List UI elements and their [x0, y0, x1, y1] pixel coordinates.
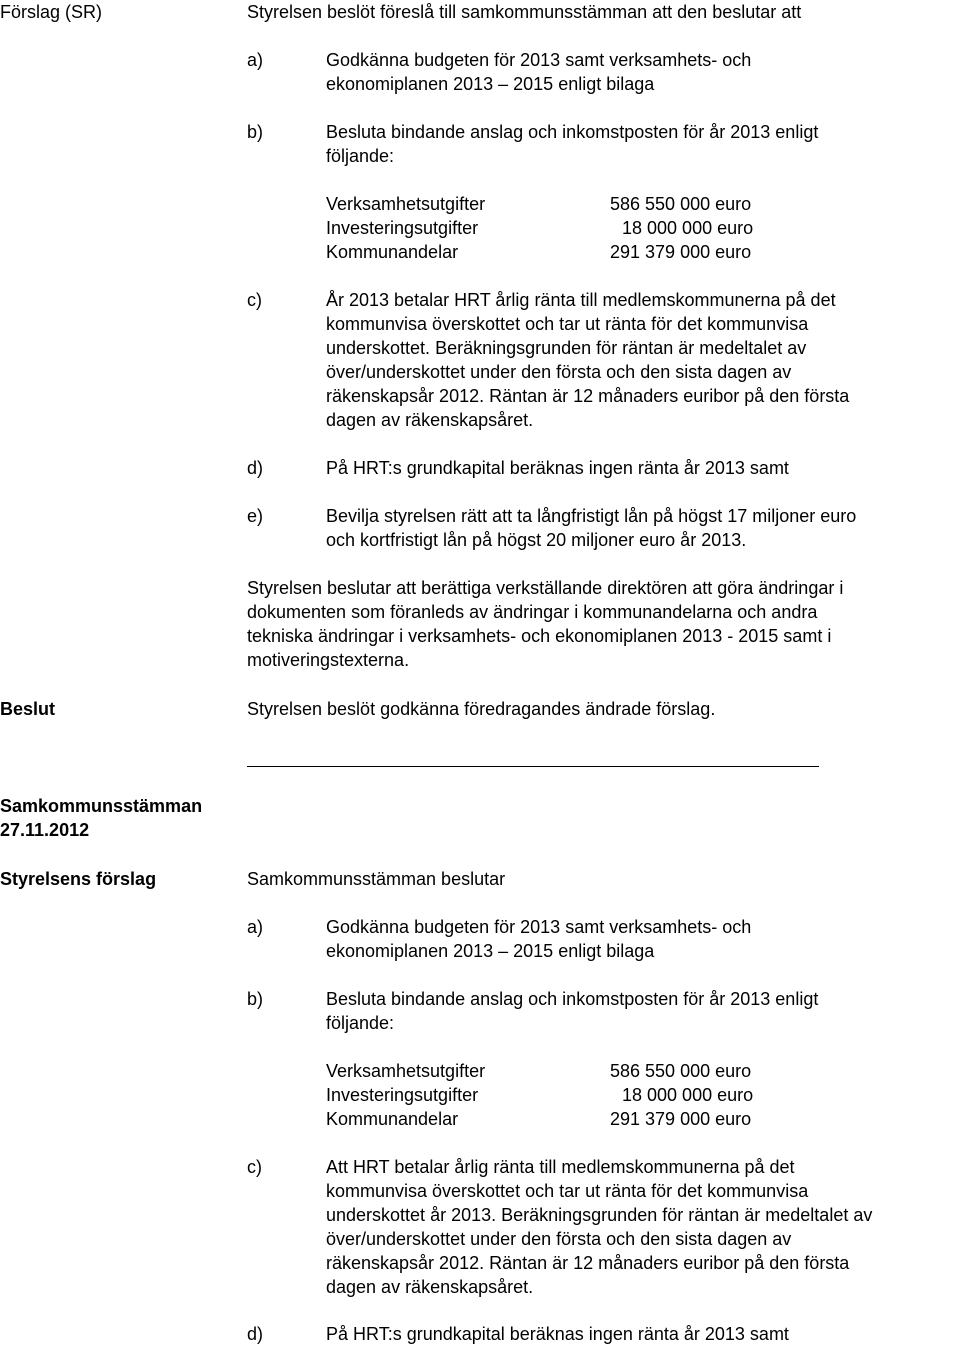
item-e-line: Bevilja styrelsen rätt att ta långfristigt lån på högst 17 miljoner euro [326, 506, 857, 526]
item-a-letter: a) [247, 50, 264, 70]
item-c-line: räkenskapsår 2012. Räntan är 12 månaders euribor på den första [326, 386, 850, 406]
item-c-line: dagen av räkenskapsåret. [326, 1277, 534, 1297]
item-a-line: Godkänna budgeten för 2013 samt verksamhets- och [326, 50, 752, 70]
item-b-line: följande: [326, 146, 395, 166]
item-c-line: underskottet. Beräkningsgrunden för räntan är medeltalet av [326, 338, 807, 358]
item-c-line: År 2013 betalar HRT årlig ränta till medlemskommunerna på det [326, 290, 836, 310]
budget-row-amount: 291 379 000 euro [610, 242, 752, 262]
budget-row-name: Kommunandelar [326, 242, 459, 262]
section-label-styrelsens-forslag: Styrelsens förslag [0, 869, 157, 889]
item-d-letter: d) [247, 1324, 264, 1344]
item-c-line: dagen av räkenskapsåret. [326, 410, 534, 430]
closing-paragraph-line: Styrelsen beslutar att berättiga verkställande direktören att göra ändringar i [247, 578, 844, 598]
item-c-line: över/underskottet under den första och den sista dagen av [326, 362, 792, 382]
budget-row-name: Investeringsutgifter [326, 218, 479, 238]
item-c-line: kommunvisa överskottet och tar ut ränta för det kommunvisa [326, 314, 809, 334]
item-b-line: Besluta bindande anslag och inkomstposten för år 2013 enligt [326, 122, 819, 142]
decision-text: Styrelsen beslöt godkänna föredragandes ändrade förslag. [247, 699, 716, 719]
item-a-line: Godkänna budgeten för 2013 samt verksamhets- och [326, 917, 752, 937]
item-a-line: ekonomiplanen 2013 – 2015 enligt bilaga [326, 74, 655, 94]
item-a-letter: a) [247, 917, 264, 937]
budget-row-name: Verksamhetsutgifter [326, 194, 486, 214]
closing-paragraph-line: dokumenten som föranleds av ändringar i kommunandelarna och andra [247, 602, 818, 622]
section-heading-samkommunsstamman: Samkommunsstämman [0, 796, 203, 816]
item-d-line: På HRT:s grundkapital beräknas ingen ränta år 2013 samt [326, 458, 789, 478]
budget-row-amount: 18 000 000 euro [622, 218, 754, 238]
budget-row-amount: 291 379 000 euro [610, 1109, 752, 1129]
item-d-line: På HRT:s grundkapital beräknas ingen ränta år 2013 samt [326, 1324, 789, 1344]
item-a-line: ekonomiplanen 2013 – 2015 enligt bilaga [326, 941, 655, 961]
item-b-letter: b) [247, 989, 264, 1009]
budget-row-amount: 586 550 000 euro [610, 194, 752, 214]
item-c-letter: c) [247, 290, 262, 310]
item-b-line: Besluta bindande anslag och inkomstposten för år 2013 enligt [326, 989, 819, 1009]
budget-row-amount: 18 000 000 euro [622, 1085, 754, 1105]
item-c-line: Att HRT betalar årlig ränta till medlemskommunerna på det [326, 1157, 795, 1177]
section-label-beslut: Beslut [0, 699, 56, 719]
item-b-line: följande: [326, 1013, 395, 1033]
item-e-letter: e) [247, 506, 264, 526]
item-e-line: och kortfristigt lån på högst 20 miljoner euro år 2013. [326, 530, 747, 550]
separator-line [247, 766, 819, 767]
budget-row-amount: 586 550 000 euro [610, 1061, 752, 1081]
item-c-line: räkenskapsår 2012. Räntan är 12 månaders euribor på den första [326, 1253, 850, 1273]
item-c-letter: c) [247, 1157, 262, 1177]
section2-intro: Samkommunsstämman beslutar [247, 869, 506, 889]
closing-paragraph-line: motiveringstexterna. [247, 650, 410, 670]
closing-paragraph-line: tekniska ändringar i verksamhets- och ekonomiplanen 2013 - 2015 samt i [247, 626, 832, 646]
section1-intro: Styrelsen beslöt föreslå till samkommunsstämman att den beslutar att [247, 2, 802, 22]
budget-row-name: Verksamhetsutgifter [326, 1061, 486, 1081]
item-c-line: kommunvisa överskottet och tar ut ränta för det kommunvisa [326, 1181, 809, 1201]
section-label-forslag: Förslag (SR) [0, 2, 103, 22]
item-c-line: över/underskottet under den första och den sista dagen av [326, 1229, 792, 1249]
section-heading-date: 27.11.2012 [0, 820, 90, 840]
item-c-line: underskottet år 2013. Beräkningsgrunden för räntan är medeltalet av [326, 1205, 873, 1225]
budget-row-name: Kommunandelar [326, 1109, 459, 1129]
item-d-letter: d) [247, 458, 264, 478]
item-b-letter: b) [247, 122, 264, 142]
budget-row-name: Investeringsutgifter [326, 1085, 479, 1105]
